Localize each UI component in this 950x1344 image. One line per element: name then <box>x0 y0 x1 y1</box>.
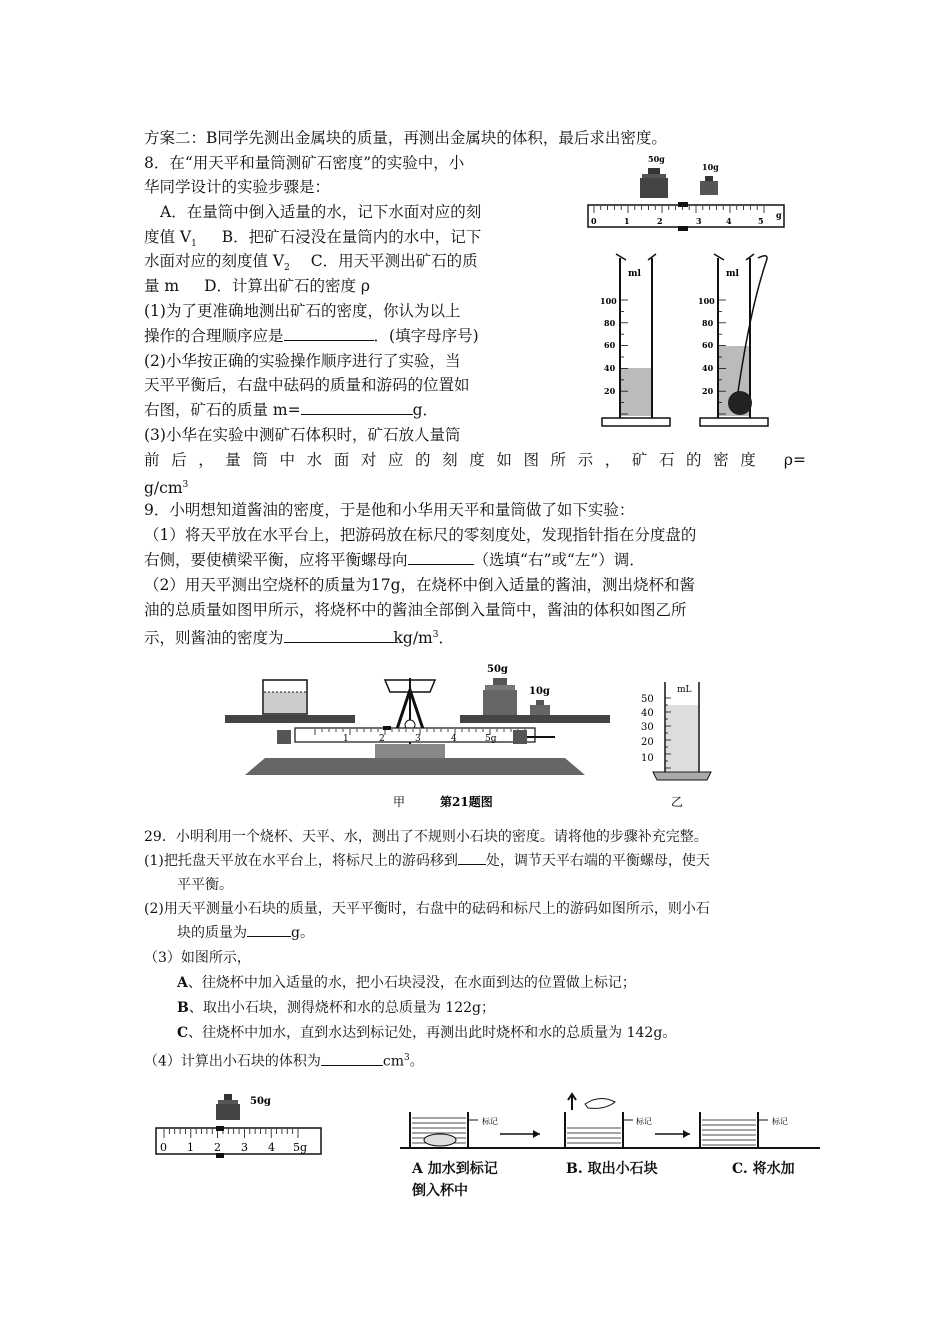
q9-density-unit: kg/m <box>393 629 433 648</box>
q8-cyl1-t100: 100 <box>600 296 617 306</box>
q29-line4: (2)用天平测量小石块的质量，天平平衡时，右盘中的砝码和标尺上的游码如图所示，则小石 <box>144 901 710 917</box>
q29-step-a-label: A <box>177 975 188 991</box>
q8-cyl1-t80: 80 <box>604 318 616 328</box>
q8-figure <box>580 150 790 435</box>
q29-fig-w50: 50g <box>250 1096 271 1107</box>
q29-ruler-3: 3 <box>241 1141 248 1154</box>
q8-cyl2-t60: 60 <box>702 340 714 350</box>
q8-density-sup: 3 <box>182 480 189 490</box>
q29-mass-unit: g。 <box>291 925 314 941</box>
weight-50g-icon <box>483 678 517 715</box>
weight-10g-icon <box>530 700 550 715</box>
q8-line13: 前后，量筒中水面对应的刻度如图所示，矿石的密度 ρ= <box>144 451 806 469</box>
q29-line3: 平平衡。 <box>177 877 233 893</box>
q9-line6 <box>144 624 454 649</box>
q9-density-label: 示，则酱油的密度为 <box>144 629 284 648</box>
right-pan <box>460 715 610 723</box>
cylinder-icon <box>653 682 711 780</box>
q8-ruler-1: 1 <box>624 216 630 226</box>
q29-mass-label: 块的质量为 <box>177 925 247 941</box>
q29-step-c-text: 、往烧杯中加水，直到水达到标记处，再测出此时烧杯和水的总质量为 142g。 <box>188 1025 677 1041</box>
q8-cyl1-t20: 20 <box>604 386 616 396</box>
q8-fig-w10: 10g <box>702 162 719 172</box>
q9-rider <box>383 726 391 730</box>
left-nut <box>277 730 291 744</box>
q8-order-label: 操作的合理顺序应是 <box>144 327 284 345</box>
q8-cyl1-t60: 60 <box>604 340 616 350</box>
q29-step-b <box>177 997 495 1019</box>
q9-cyl-ml: mL <box>677 685 692 695</box>
q8-step-c: C．用天平测出矿石的质 <box>310 252 478 270</box>
q9-line2: （1）将天平放在水平台上，把游码放在标尺的零刻度处，发现指针指在分度盘的 <box>144 526 697 544</box>
q9-ruler-5g: 5g <box>485 734 497 744</box>
beaker-b-icon <box>565 1094 633 1148</box>
q9-line1: 9．小明想知道酱油的密度，于是他和小华用天平和量筒做了如下实验： <box>144 501 635 519</box>
q8-cyl2-t40: 40 <box>702 363 714 373</box>
q8-ruler-g: g <box>776 210 782 220</box>
q8-ruler-4: 4 <box>726 216 732 226</box>
q8-ruler-0: 0 <box>591 216 597 226</box>
q8-order-blank[interactable] <box>284 325 374 341</box>
arrow-right-icon <box>683 1130 690 1138</box>
q8-rider-top <box>678 202 688 207</box>
q9-cap-title: 第21题图 <box>440 795 493 809</box>
q29-ruler-1: 1 <box>187 1141 194 1154</box>
q29-volume-end: 。 <box>409 1053 424 1070</box>
q29-mark-c: 标记 <box>772 1117 788 1126</box>
q8-line1: 8．在“用天平和量筒测矿石密度”的实验中，小 <box>144 154 465 172</box>
q8-line10: 天平平衡后，右盘中砝码的质量和游码的位置如 <box>144 376 470 394</box>
q9-line5: 油的总质量如图甲所示，将烧杯中的酱油全部倒入量筒中，酱油的体积如图乙所 <box>144 601 687 619</box>
balance-base <box>245 758 585 775</box>
q8-ruler <box>588 205 784 227</box>
q29-mass-blank[interactable] <box>247 923 291 937</box>
q9-figure <box>225 660 725 815</box>
q8-step-c-tail: 量 m <box>144 277 180 295</box>
q29-line2 <box>144 850 710 872</box>
q29-step-c <box>177 1022 676 1044</box>
q29-line6: （3）如图所示， <box>144 950 251 966</box>
right-nut <box>513 730 527 744</box>
q8-v2-sub: 2 <box>284 263 290 274</box>
q9-fig-w50: 50g <box>487 664 508 675</box>
q29-step-b-label: B <box>177 1000 189 1016</box>
q8-line12: (3)小华在实验中测矿石体积时，矿石放人量筒 <box>144 426 461 444</box>
q9-cyl-t10: 10 <box>641 753 654 764</box>
weight-50g-icon <box>640 168 668 198</box>
q8-mass-unit: g． <box>412 401 439 419</box>
q29-ruler-figure <box>150 1090 330 1165</box>
q8-ruler-2: 2 <box>657 216 663 226</box>
beaker-a-icon <box>410 1112 478 1148</box>
q8-line14 <box>144 474 188 499</box>
q29-step-c-label: C <box>177 1025 189 1041</box>
q29-rider-top <box>216 1126 224 1131</box>
q29-ruler-5g: 5g <box>293 1141 308 1154</box>
beaker-icon <box>263 680 307 714</box>
q8-cyl2-t100: 100 <box>698 296 715 306</box>
q8-v2-label: 水面对应的刻度值 V <box>144 252 285 270</box>
q8-line9: (2)小华按正确的实验操作顺序进行了实验，当 <box>144 352 461 370</box>
q8-line2: 华同学设计的实验步骤是： <box>144 178 331 196</box>
q29-line5 <box>177 922 314 944</box>
arrow-right-icon <box>533 1130 540 1138</box>
q29-step-b-text: 、取出小石块，测得烧杯和水的总质量为 122g； <box>188 1000 495 1016</box>
q8-cyl2-t20: 20 <box>702 386 714 396</box>
q9-cap-jia: 甲 <box>393 795 406 809</box>
q29-volume-label: （4）计算出小石块的体积为 <box>144 1053 321 1070</box>
q9-fig-w10: 10g <box>529 686 550 697</box>
q8-step-b: B．把矿石浸没在量筒内的水中，记下 <box>221 228 482 246</box>
q9-cyl-t30: 30 <box>641 722 654 733</box>
q9-cap-yi: 乙 <box>671 795 684 809</box>
q29-volume-blank[interactable] <box>321 1052 383 1066</box>
q29-volume-sup: 3 <box>404 1053 410 1063</box>
q29-ruler-0: 0 <box>160 1141 167 1154</box>
left-pan <box>225 715 355 723</box>
q8-cyl1-ml: ml <box>628 269 641 279</box>
q8-mass-label: 右图，矿石的质量 m= <box>144 401 301 419</box>
q9-ruler-4: 4 <box>451 734 457 744</box>
q8-line8 <box>144 325 479 347</box>
q29-cap-b: B. 取出小石块 <box>566 1161 658 1177</box>
q29-line1: 29．小明利用一个烧杯、天平、水，测出了不规则小石块的密度。请将他的步骤补充完整。 <box>144 829 708 845</box>
q8-rider-bottom <box>678 226 688 231</box>
q29-ruler-2: 2 <box>214 1141 221 1154</box>
q9-cyl-t40: 40 <box>641 708 654 719</box>
beaker-c-icon <box>700 1112 768 1148</box>
weight-50g-icon <box>216 1094 240 1120</box>
q8-ruler-3: 3 <box>696 216 702 226</box>
q8-line7: (1)为了更准确地测出矿石的密度，你认为以上 <box>144 302 461 320</box>
q8-density-unit: g/cm <box>144 479 183 498</box>
q29-mark-b: 标记 <box>636 1117 652 1126</box>
q29-line10 <box>144 1047 424 1073</box>
q29-cap-a1: A 加水到标记 <box>412 1161 498 1177</box>
q8-step-d: D．计算出矿石的密度 ρ <box>204 277 371 295</box>
q8-line6 <box>144 275 370 297</box>
q9-ruler-3: 3 <box>415 734 421 744</box>
q8-v1-label: 度值 V <box>144 228 192 246</box>
q8-mass-blank[interactable] <box>301 399 413 415</box>
q8-cyl1-t40: 40 <box>604 363 616 373</box>
q9-nut-label: 右侧，要使横梁平衡，应将平衡螺母向 <box>144 551 408 569</box>
q9-cyl-t50: 50 <box>641 694 654 705</box>
q29-cap-a2: 倒入杯中 <box>412 1183 468 1199</box>
q29-zero-blank[interactable] <box>458 851 486 865</box>
q29-step-a <box>177 972 636 994</box>
q9-nut-hint: （选填“右”或“左”）调． <box>473 551 645 569</box>
q29-step1-label: (1)把托盘天平放在水平台上，将标尺上的游码移到 <box>144 853 458 869</box>
q29-ruler-4: 4 <box>268 1141 275 1154</box>
weight-10g-icon <box>700 176 718 195</box>
q9-ruler-1: 1 <box>343 734 349 744</box>
q8-line3: A．在量筒中倒入适量的水，记下水面对应的刻 <box>160 203 482 221</box>
q8-ruler-5: 5 <box>758 216 764 226</box>
q8-cyl2-ml: ml <box>726 269 739 279</box>
q9-line4: （2）用天平测出空烧杯的质量为17g，在烧杯中倒入适量的酱油，测出烧杯和酱 <box>144 576 696 594</box>
q9-ruler-2: 2 <box>379 734 385 744</box>
q9-cyl-t20: 20 <box>641 737 654 748</box>
q29-mark-a: 标记 <box>482 1117 498 1126</box>
q29-volume-unit: cm <box>382 1053 405 1070</box>
q29-cap-c: C. 将水加 <box>732 1161 795 1177</box>
q29-step-a-text: 、往烧杯中加入适量的水，把小石块浸没，在水面到达的位置做上标记； <box>187 975 636 991</box>
q8-fig-w50: 50g <box>648 154 665 164</box>
q8-v1-sub: 1 <box>191 239 197 250</box>
q8-order-hint: ．(填字母序号) <box>373 327 479 345</box>
q8-cyl2-t80: 80 <box>702 318 714 328</box>
q9-density-blank[interactable] <box>284 627 394 643</box>
q29-step1-tail: 处，调节天平右端的平衡螺母，使天 <box>485 853 710 869</box>
q9-density-end: ． <box>438 629 454 648</box>
q8-line11 <box>144 399 438 421</box>
q9-nut-blank[interactable] <box>408 549 474 565</box>
q9-line3 <box>144 549 645 571</box>
plan2-text: 方案二：B同学先测出金属块的质量，再测出金属块的体积，最后求出密度。 <box>144 129 667 147</box>
q9-density-sup: 3 <box>432 630 439 640</box>
q29-process-figure <box>400 1090 830 1155</box>
